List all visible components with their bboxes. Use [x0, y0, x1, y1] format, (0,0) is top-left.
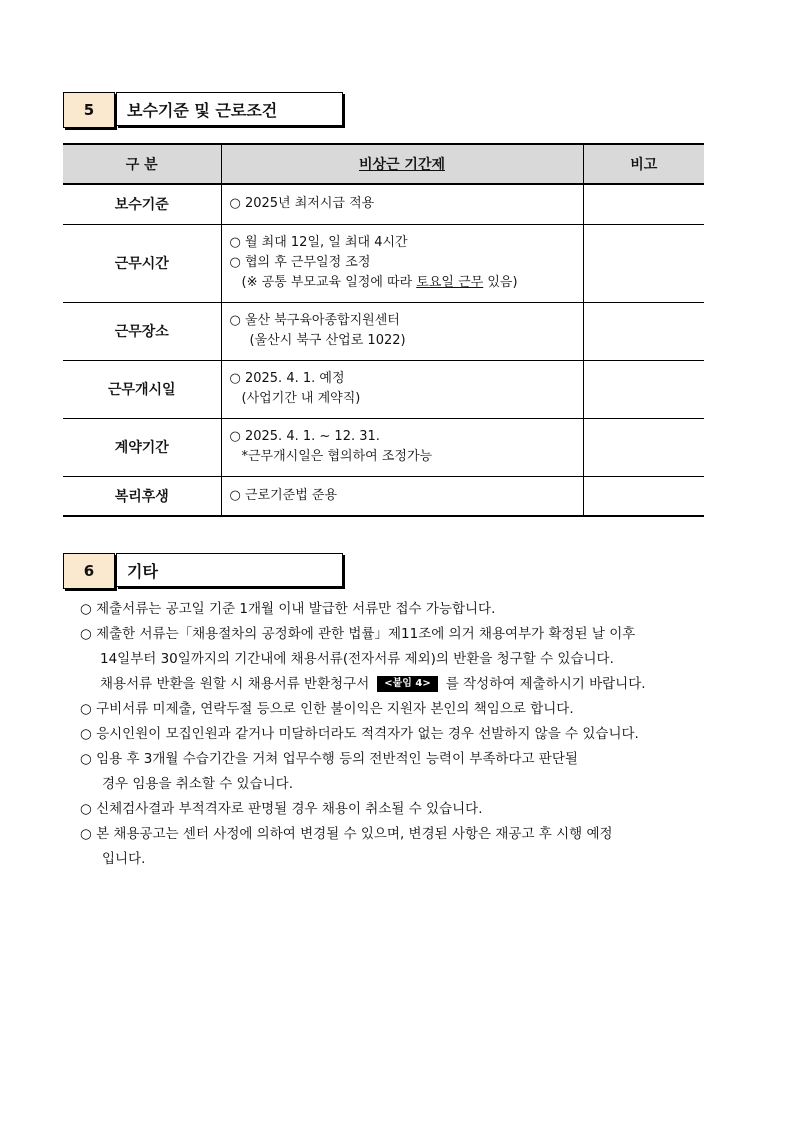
note-continuation: 경우 임용을 취소할 수 있습니다.	[102, 776, 293, 792]
table-row	[63, 184, 704, 224]
working-conditions-table	[63, 143, 704, 517]
note-continuation: 14일부터 30일까지의 기간내에 채용서류(전자서류 제외)의 반환을 청구할 수 있습니다.	[100, 651, 614, 667]
row-content	[221, 360, 583, 418]
row-content	[221, 184, 583, 224]
table-row	[63, 224, 704, 302]
note-item: ○ 본 채용공고는 센터 사정에 의하여 변경될 수 있으며, 변경된 사항은 재공고 후 시행 예정	[80, 826, 613, 842]
column-header: 비상근 기간제	[221, 144, 583, 184]
content-line: *근무개시일은 협의하여 조정가능	[241, 449, 433, 464]
table-header-row	[63, 144, 704, 184]
note-continuation: 입니다.	[102, 851, 146, 867]
note-item: ○ 신체검사결과 부적격자로 판명될 경우 채용이 취소될 수 있습니다.	[80, 801, 483, 817]
content-line: ○ 2025년 최저시급 적용	[229, 196, 375, 212]
content-line: ○ 2025. 4. 1. ~ 12. 31.	[229, 429, 380, 444]
note-item-return	[80, 672, 720, 697]
content-line: ○ 2025. 4. 1. 예정	[229, 371, 345, 386]
remark-cell	[583, 302, 704, 360]
row-label: 복리후생	[63, 476, 221, 516]
section-title: 기타	[116, 553, 343, 587]
notes-list	[80, 597, 720, 872]
content-line: (울산시 북구 산업로 1022)	[249, 333, 406, 348]
row-label: 근무시간	[63, 224, 221, 302]
column-header: 구 분	[63, 144, 221, 184]
column-header: 비고	[583, 144, 704, 184]
note-text: 채용서류 반환을 원할 시 채용서류 반환청구서	[100, 676, 370, 692]
note-text: 있음)	[483, 275, 518, 290]
content-note	[230, 273, 575, 293]
note-item: ○ 제출한 서류는「채용절차의 공정화에 관한 법률」제11조에 의거 채용여부가 확정된 날 이후	[80, 626, 636, 642]
section-number: 5	[63, 92, 115, 128]
table-row	[63, 476, 704, 516]
note-text: (※ 공통 부모교육 일정에 따라	[241, 275, 417, 290]
row-content	[221, 302, 583, 360]
remark-cell	[583, 418, 704, 476]
note-underlined: 토요일 근무	[416, 275, 484, 290]
content-line: ○ 협의 후 근무일정 조정	[229, 255, 371, 270]
remark-cell	[583, 184, 704, 224]
remark-cell	[583, 476, 704, 516]
note-item: ○ 응시인원이 모집인원과 같거나 미달하더라도 적격자가 없는 경우 선발하지 않을 수 있습니다.	[80, 726, 639, 742]
note-item: ○ 구비서류 미제출, 연락두절 등으로 인한 불이익은 지원자 본인의 책임으로 합니다.	[80, 701, 574, 717]
section-number: 6	[63, 553, 115, 589]
note-item: ○ 제출서류는 공고일 기준 1개월 이내 발급한 서류만 접수 가능합니다.	[80, 601, 496, 617]
row-content	[221, 418, 583, 476]
row-label: 근무장소	[63, 302, 221, 360]
row-content	[221, 224, 583, 302]
row-content	[221, 476, 583, 516]
table-row	[63, 302, 704, 360]
note-text: 를 작성하여 제출하시기 바랍니다.	[445, 676, 646, 692]
table-row	[63, 418, 704, 476]
row-label: 근무개시일	[63, 360, 221, 418]
note-item: ○ 임용 후 3개월 수습기간을 거쳐 업무수행 등의 전반적인 능력이 부족하다고 판단될	[80, 751, 578, 767]
section-title: 보수기준 및 근로조건	[116, 92, 343, 126]
content-line: ○ 월 최대 12일, 일 최대 4시간	[229, 235, 408, 250]
table-row	[63, 360, 704, 418]
content-line: ○ 근로기준법 준용	[229, 487, 338, 503]
content-line: (사업기간 내 계약직)	[241, 391, 361, 406]
row-label: 보수기준	[63, 184, 221, 224]
row-label: 계약기간	[63, 418, 221, 476]
content-line: ○ 울산 북구육아종합지원센터	[229, 313, 400, 328]
remark-cell	[583, 224, 704, 302]
attachment-badge: <붙임 4>	[377, 676, 438, 692]
remark-cell	[583, 360, 704, 418]
